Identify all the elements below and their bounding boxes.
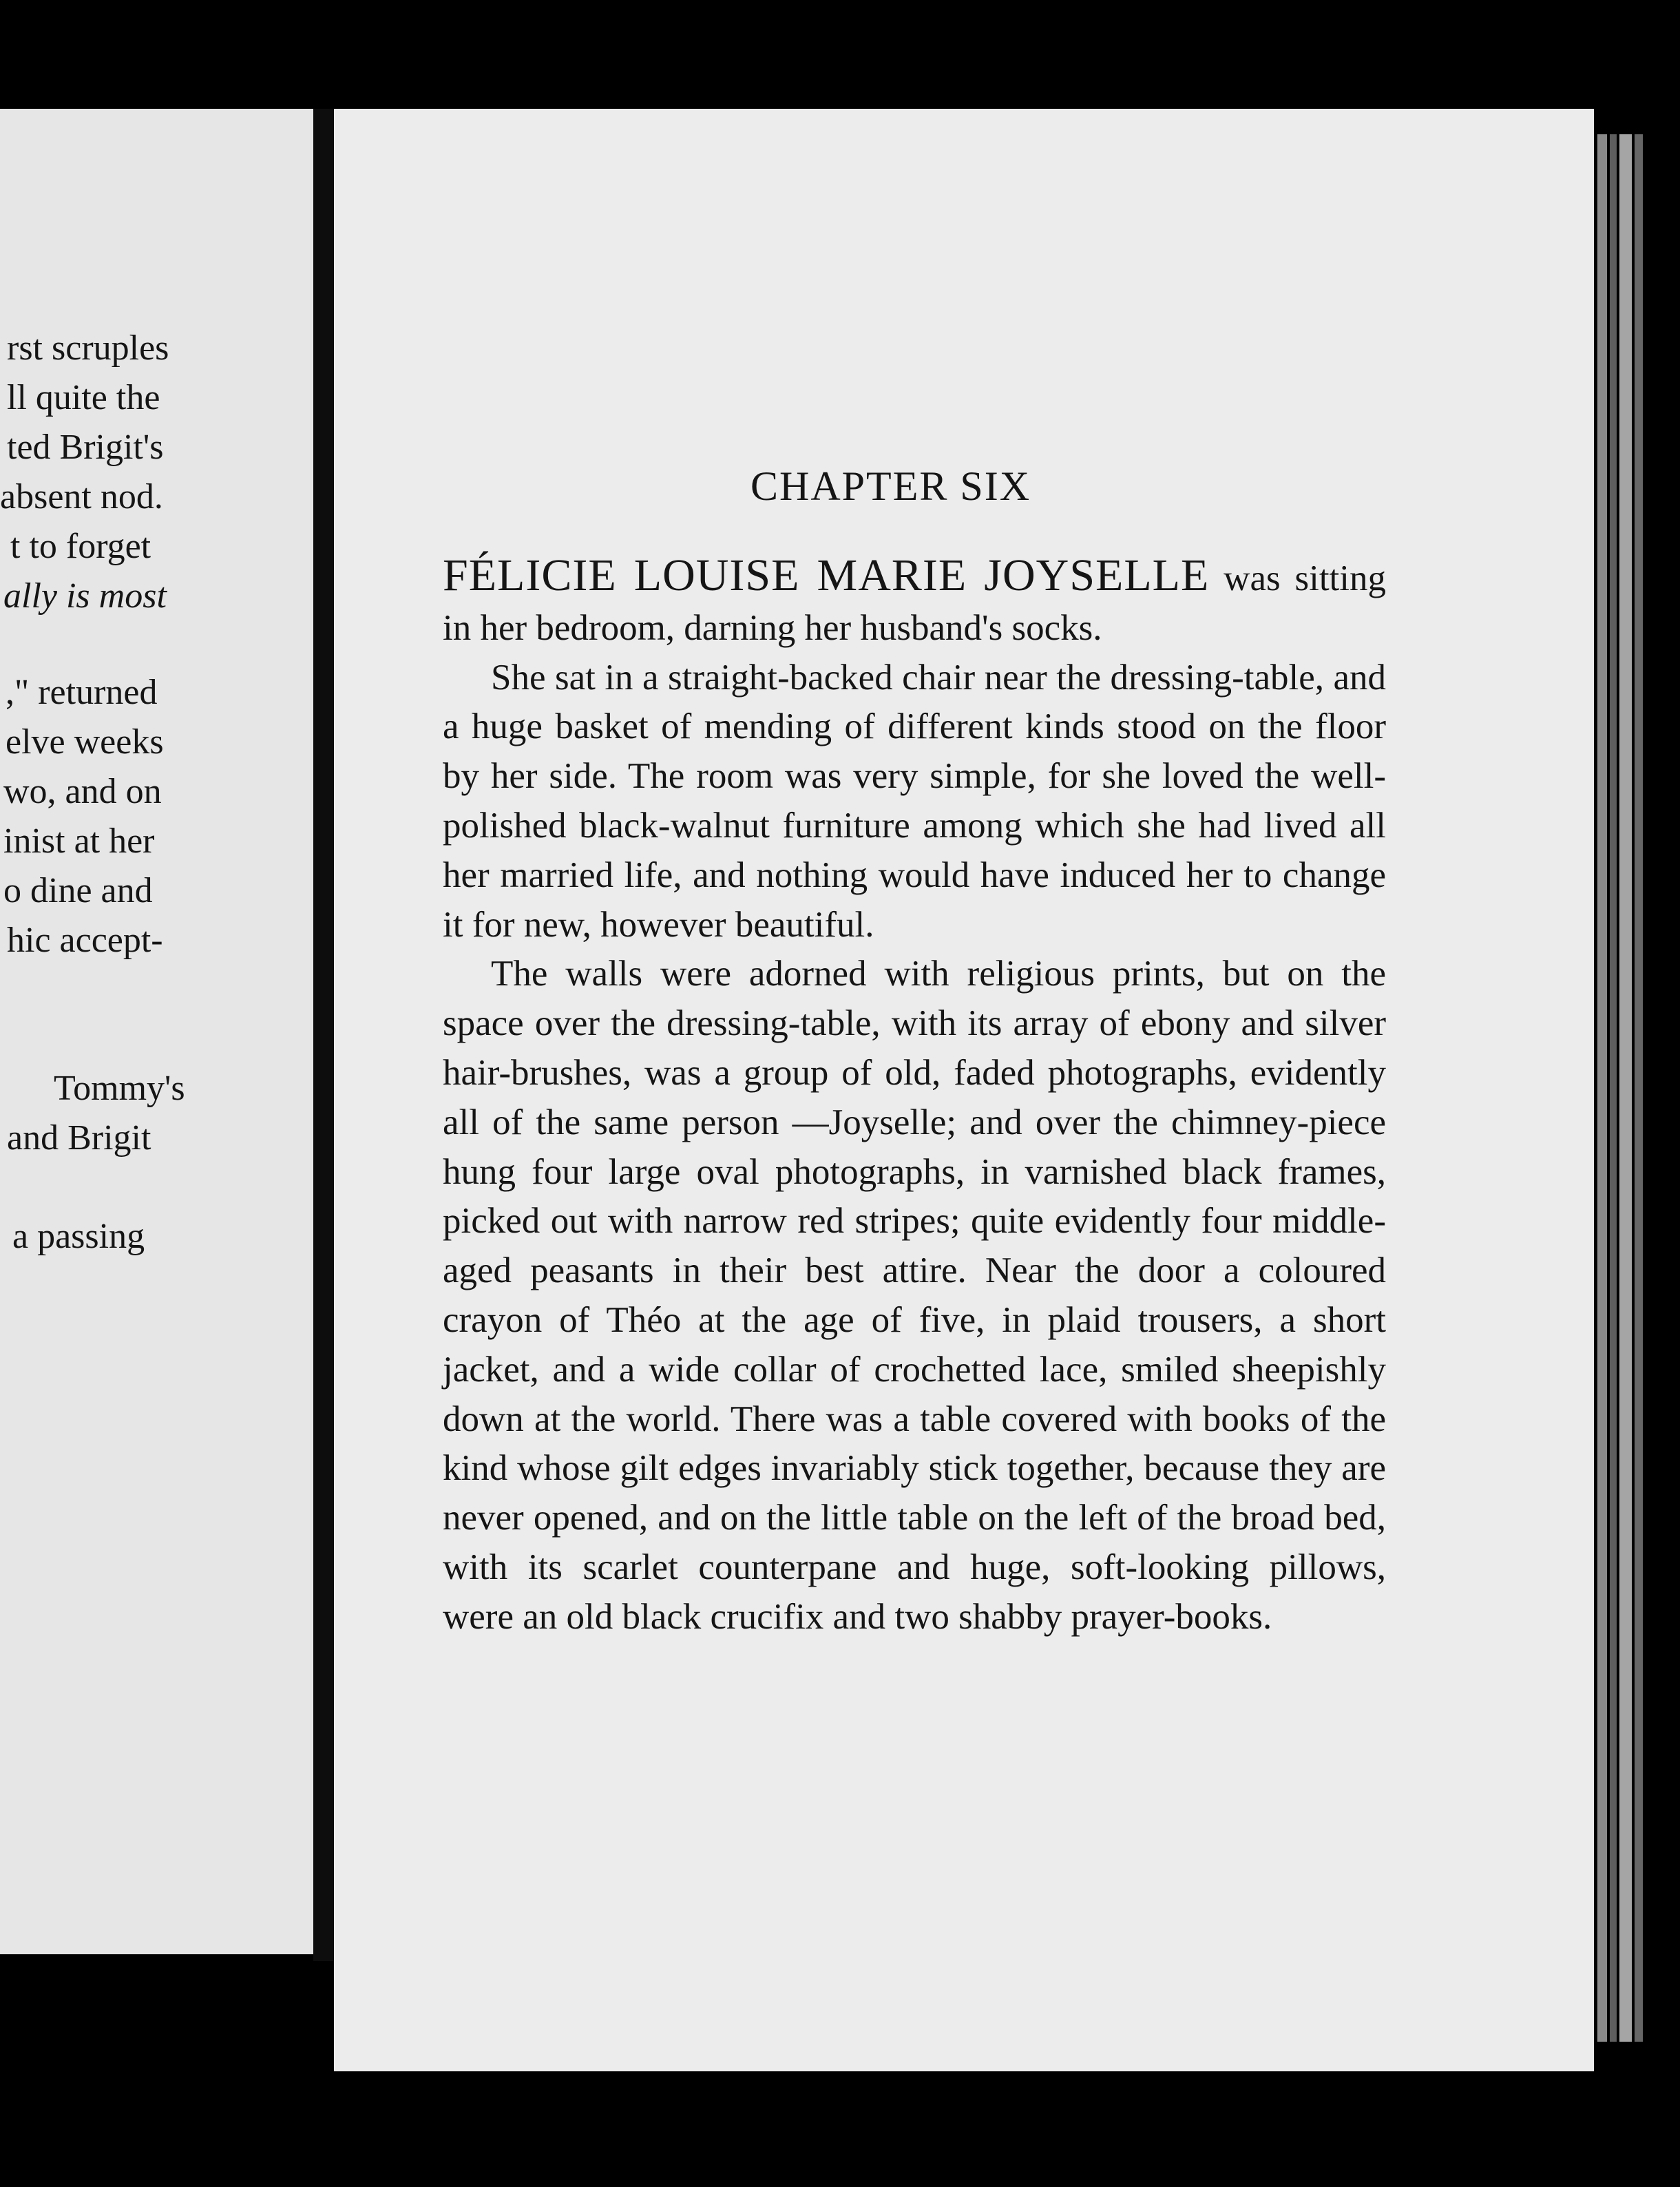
opening-words: FÉLICIE LOUISE MARIE JOYSELLE [443,550,1210,600]
left-page-line: elve weeks [6,722,164,762]
paragraph: She sat in a straight-backed chair near the dressing-table, and a huge basket of mending of different kinds stood on the floor by her side. The room was very simple, for she loved the well-polished black-walnut furniture among which she had lived all her married life, and nothing would have induced her to change it for new, however beautiful. [443,657,1386,945]
left-page-line: and Brigit [7,1118,151,1158]
book-spine [313,109,334,1961]
chapter-title: CHAPTER SIX [750,463,1031,509]
paragraph: The walls were adorned with religious prints, but on the space over the dressing-table, with its array of ebony and silver hair-brushes, was a group of old, faded photographs, evidently all of the same person —Joyselle; and over the chimney-piece hung four large oval photographs, in varnished black frames, picked out with narrow red stripes; quite evidently four middle-aged peasants in their best attire. Near the door a coloured crayon of Théo at the age of five, in plaid trousers, a short jacket, and a wide collar of crochetted lace, smiled sheepishly down at the world. There was a table covered with books of the kind whose gilt edges invariably stick together, because they are never opened, and on the little table on the left of the broad bed, with its scarlet counterpane and huge, soft-looking pillows, were an old black crucifix and two shabby prayer-books. [443,954,1386,1637]
chapter-body [443,551,1386,1642]
paragraph [443,551,1386,653]
left-page-line: absent nod. [0,477,163,516]
left-page-line: ally is most [3,576,167,616]
page-edge [1619,134,1632,2042]
left-page-line: inist at her [3,822,155,861]
left-page-line: a passing [12,1217,145,1256]
page-edge [1597,134,1607,2042]
left-page-line: ll quite the [7,378,160,417]
paragraph-text: was sitting in her bedroom, darning her husband's socks. [443,558,1386,648]
left-page-line: Tommy's [54,1069,185,1108]
left-page-line: ," returned [6,673,158,712]
left-page-line: t to forget [10,527,151,566]
page-edge [1635,134,1643,2042]
left-page-line: rst scruples [7,328,169,368]
left-page-line: ted Brigit's [7,428,164,467]
left-page-line: hic accept- [7,921,163,960]
left-page-line: o dine and [3,871,153,910]
page-edge [1610,134,1617,2042]
left-page-line: wo, and on [3,772,162,811]
